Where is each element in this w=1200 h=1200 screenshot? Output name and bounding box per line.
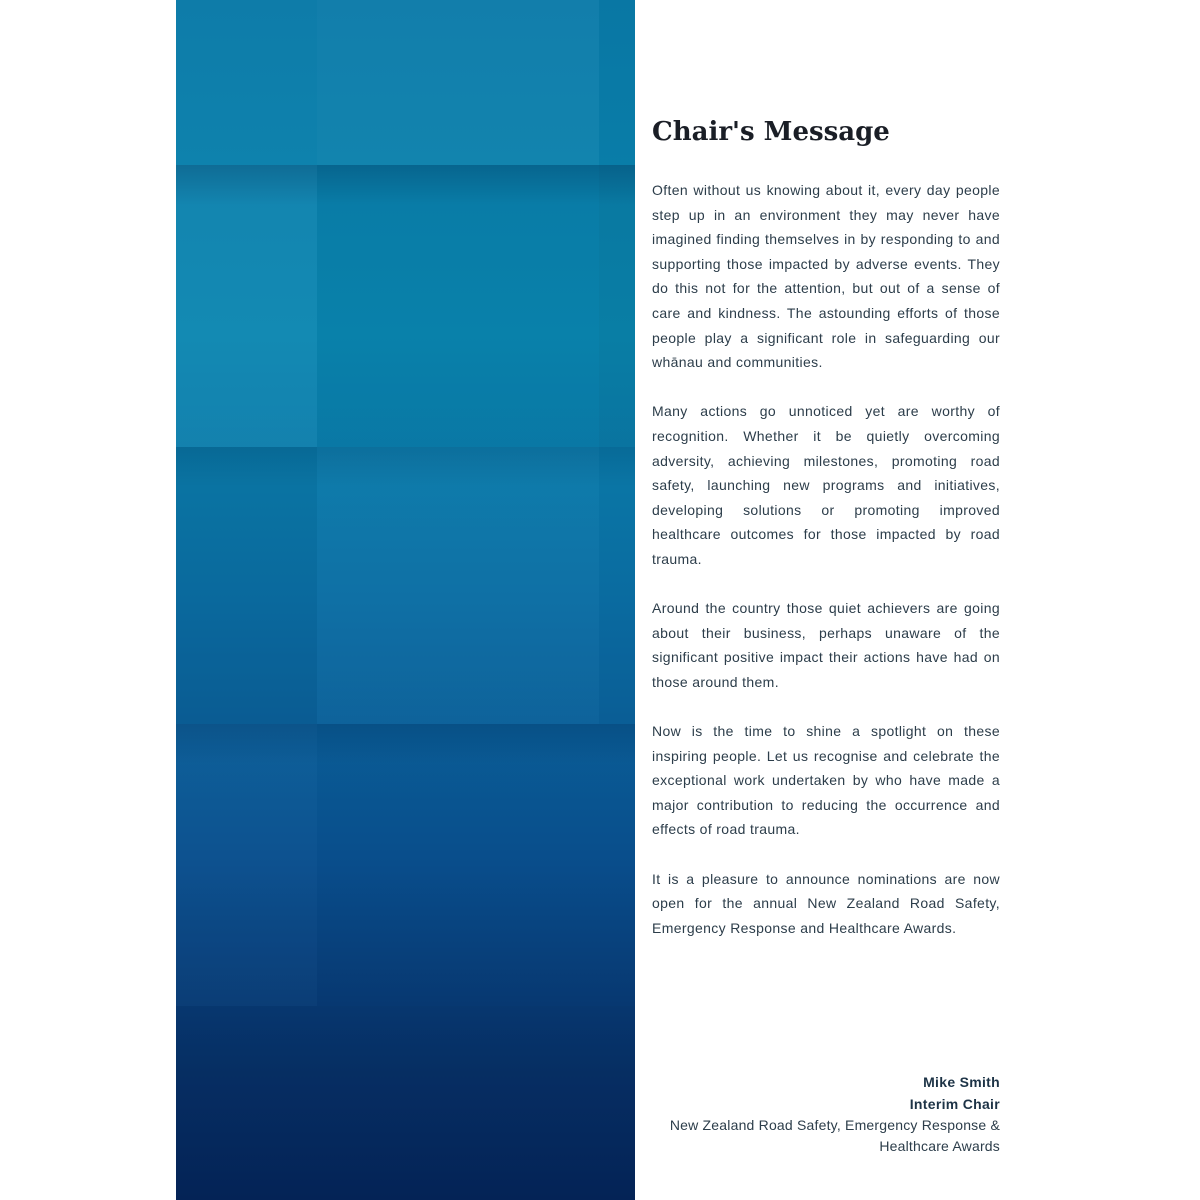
panel-tile (599, 165, 635, 447)
signatory-organization: New Zealand Road Safety, Emergency Response & Healthcare Awards (669, 1117, 1000, 1154)
panel-tile (317, 165, 599, 447)
paragraph: Many actions go unnoticed yet are worthy of recognition. Whether it be quietly overcoming adversity, achieving milestones, promoting road safety, launching new programs and initiatives, developing solutions or promoting improved healthcare outcomes for those impacted by road trauma. (652, 403, 1000, 567)
panel-tile (317, 0, 599, 165)
panel-tile (317, 724, 635, 1006)
panel-tile (176, 1006, 635, 1200)
panel-shadow (176, 165, 635, 205)
message-body (652, 178, 1000, 965)
signatory-name: Mike Smith (923, 1074, 1000, 1090)
paragraph: It is a pleasure to announce nominations are now open for the annual New Zealand Road Safety, Emergency Response and Healthcare Awards. (652, 870, 1000, 936)
panel-tile (176, 165, 317, 447)
paragraph: Now is the time to shine a spotlight on these inspiring people. Let us recognise and celebrate the exceptional work undertaken by who have made a major contribution to reducing the occurrence and effects of road trauma. (652, 723, 1000, 838)
signature-block (652, 1071, 1000, 1157)
signatory-role: Interim Chair (909, 1096, 1000, 1112)
panel-tile (176, 724, 317, 1006)
panel-tile (317, 447, 599, 724)
decorative-blue-panel (176, 0, 635, 1200)
panel-tile (176, 0, 317, 165)
panel-shadow (176, 447, 635, 487)
panel-tile (176, 447, 317, 724)
panel-shadow (176, 724, 635, 764)
paragraph: Often without us knowing about it, every day people step up in an environment they may never have imagined finding themselves in by responding to and supporting those impacted by adverse events. They do this not for the attention, but out of a sense of care and kindness. The astounding efforts of those people play a significant role in safeguarding our whānau and communities. (652, 182, 1000, 371)
panel-tile (599, 0, 635, 165)
page-title: Chair's Message (652, 117, 890, 147)
panel-tile (599, 447, 635, 724)
paragraph: Around the country those quiet achievers are going about their business, perhaps unaware of the significant positive impact their actions have had on those around them. (652, 600, 1000, 690)
